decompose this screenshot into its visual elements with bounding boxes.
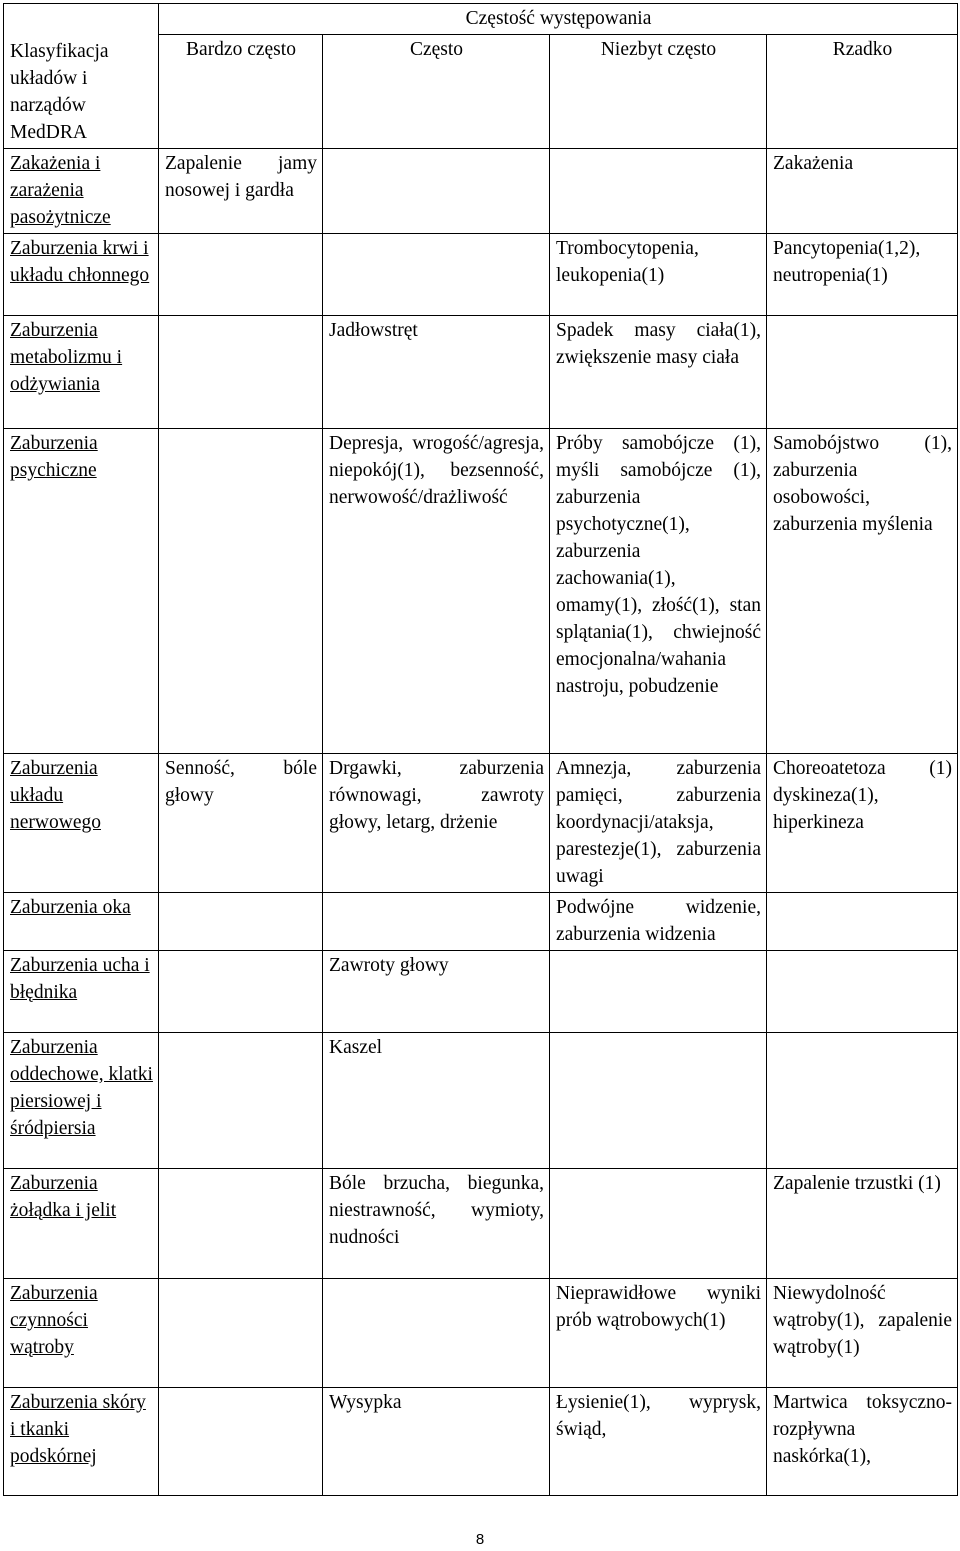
column-header-uncommon (550, 35, 767, 149)
category-cell: Zaburzenia oddechowe, klatki piersiowej i śródpiersia (4, 1033, 159, 1169)
adverse-reactions-table (3, 3, 958, 1496)
table-row (4, 754, 958, 893)
column-header-label: Bardzo często (186, 39, 296, 61)
cell-uncommon: Próby samobójcze (1), myśli samobójcze (1), zaburzenia psychotyczne(1), zaburzenia zachowania(1), omamy(1), złość(1), stan splątania(1), chwiejność emocjonalna/wahania nastroju, pobudzenie (550, 429, 767, 754)
cell-uncommon (550, 951, 767, 1033)
cell-uncommon (550, 1169, 767, 1279)
column-header-common (323, 35, 550, 149)
table-row (4, 1388, 958, 1496)
category-cell: Zaburzenia ucha i błędnika (4, 951, 159, 1033)
cell-common: Jadłowstręt (323, 316, 550, 429)
cell-very-common (159, 893, 323, 951)
cell-rare (767, 316, 958, 429)
category-cell: Zaburzenia układu nerwowego (4, 754, 159, 893)
cell-uncommon: Trombocytopenia, leukopenia(1) (550, 234, 767, 316)
cell-very-common: Zapalenie jamy nosowej i gardła (159, 149, 323, 234)
cell-very-common (159, 1388, 323, 1496)
table-row (4, 1279, 958, 1388)
cell-common: Bóle brzucha, biegunka, niestrawność, wymioty, nudności (323, 1169, 550, 1279)
cell-very-common (159, 1279, 323, 1388)
frequency-header-text: Częstość występowania (465, 8, 652, 29)
cell-common (323, 893, 550, 951)
cell-rare: Zapalenie trzustki (1) (767, 1169, 958, 1279)
cell-common (323, 1279, 550, 1388)
category-header (4, 4, 159, 149)
category-cell: Zaburzenia krwi i układu chłonnego (4, 234, 159, 316)
category-cell: Zaburzenia czynności wątroby (4, 1279, 159, 1388)
column-header-label: Niezbyt często (600, 39, 717, 61)
column-header-label: Rzadko (832, 39, 893, 61)
table-row (4, 316, 958, 429)
cell-rare: Zakażenia (767, 149, 958, 234)
cell-rare: Niewydolność wątroby(1), zapalenie wątroby(1) (767, 1279, 958, 1388)
cell-common: Wysypka (323, 1388, 550, 1496)
category-header-text: Klasyfikacja układów i narządów MedDRA (10, 41, 109, 143)
cell-rare: Martwica toksyczno-rozpływna naskórka(1), (767, 1388, 958, 1496)
page-number: 8 (475, 1531, 485, 1548)
frequency-header (159, 4, 958, 35)
cell-uncommon (550, 149, 767, 234)
table-row (4, 429, 958, 754)
table-row (4, 893, 958, 951)
category-cell: Zaburzenia oka (4, 893, 159, 951)
table-row (4, 1169, 958, 1279)
cell-common: Depresja, wrogość/agresja, niepokój(1), bezsenność, nerwowość/drażliwość (323, 429, 550, 754)
cell-uncommon (550, 1033, 767, 1169)
table-row (4, 951, 958, 1033)
column-header-label: Często (409, 39, 464, 61)
table-row (4, 1033, 958, 1169)
category-cell: Zakażenia i zarażenia pasożytnicze (4, 149, 159, 234)
cell-uncommon: Podwójne widzenie, zaburzenia widzenia (550, 893, 767, 951)
cell-common (323, 149, 550, 234)
cell-rare: Samobójstwo (1), zaburzenia osobowości, zaburzenia myślenia (767, 429, 958, 754)
cell-rare (767, 893, 958, 951)
cell-uncommon: Spadek masy ciała(1), zwiększenie masy ciała (550, 316, 767, 429)
cell-rare: Choreoatetoza (1) dyskineza(1), hiperkineza (767, 754, 958, 893)
cell-uncommon: Amnezja, zaburzenia pamięci, zaburzenia koordynacji/ataksja, parestezje(1), zaburzenia uwagi (550, 754, 767, 893)
cell-rare (767, 1033, 958, 1169)
column-header-rare (767, 35, 958, 149)
column-header-very-common (159, 35, 323, 149)
cell-common (323, 234, 550, 316)
category-cell: Zaburzenia skóry i tkanki podskórnej (4, 1388, 159, 1496)
cell-very-common: Senność, bóle głowy (159, 754, 323, 893)
cell-common: Kaszel (323, 1033, 550, 1169)
cell-very-common (159, 316, 323, 429)
cell-uncommon: Nieprawidłowe wyniki prób wątrobowych(1) (550, 1279, 767, 1388)
cell-common: Zawroty głowy (323, 951, 550, 1033)
cell-uncommon: Łysienie(1), wyprysk, świąd, (550, 1388, 767, 1496)
cell-very-common (159, 234, 323, 316)
cell-very-common (159, 951, 323, 1033)
cell-very-common (159, 1169, 323, 1279)
table-row (4, 234, 958, 316)
cell-very-common (159, 429, 323, 754)
category-cell: Zaburzenia psychiczne (4, 429, 159, 754)
cell-common: Drgawki, zaburzenia równowagi, zawroty głowy, letarg, drżenie (323, 754, 550, 893)
cell-very-common (159, 1033, 323, 1169)
cell-rare (767, 951, 958, 1033)
table-row (4, 149, 958, 234)
category-cell: Zaburzenia metabolizmu i odżywiania (4, 316, 159, 429)
category-cell: Zaburzenia żołądka i jelit (4, 1169, 159, 1279)
cell-rare: Pancytopenia(1,2), neutropenia(1) (767, 234, 958, 316)
